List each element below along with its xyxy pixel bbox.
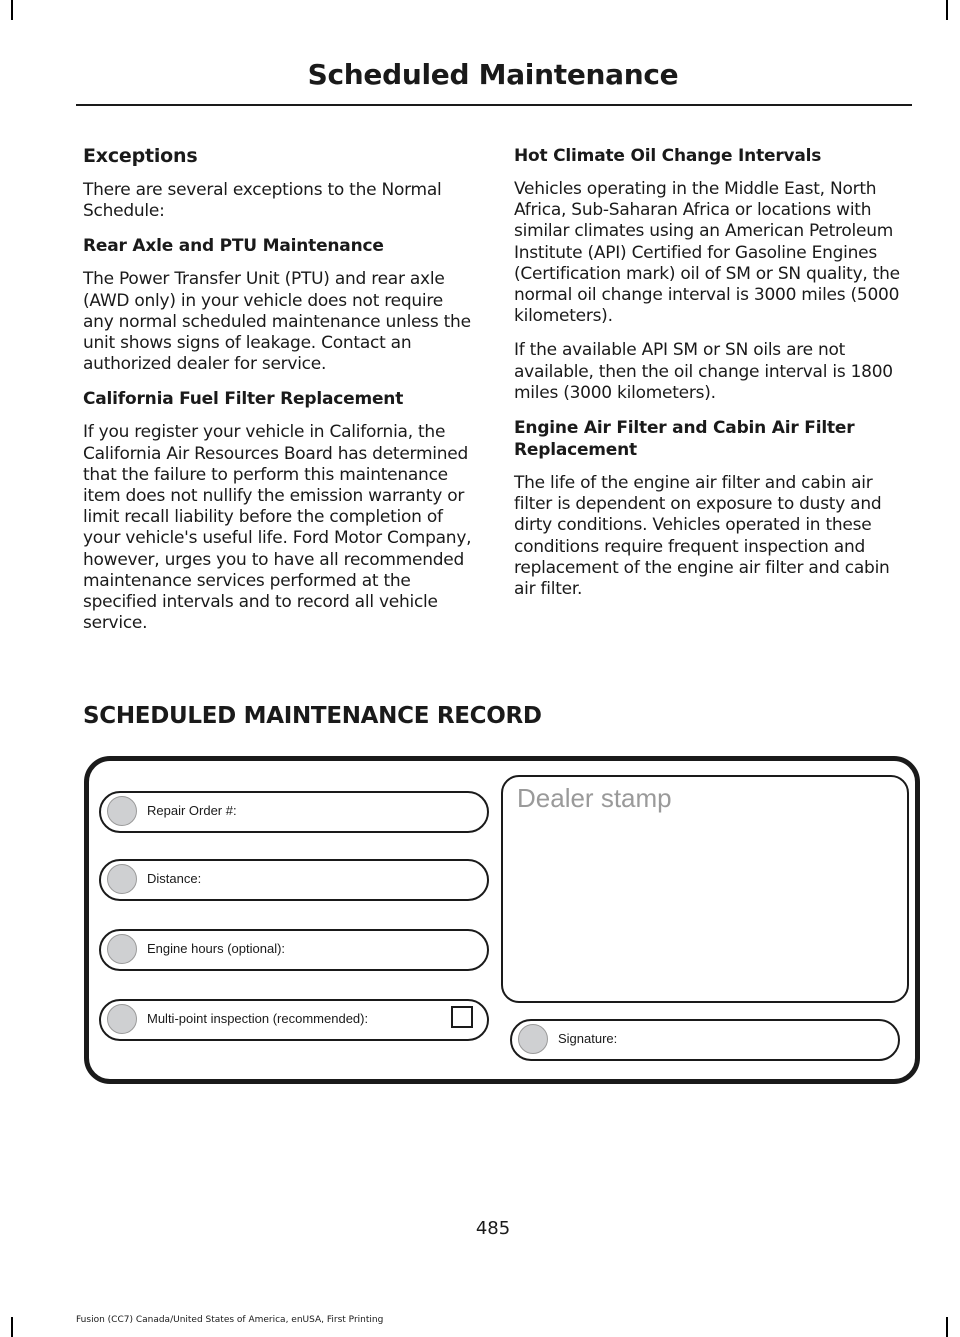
hot-climate-heading: Hot Climate Oil Change Intervals — [514, 146, 822, 166]
california-paragraph: If you register your vehicle in California, the California Air Resources Board has determined that the failure to perform this maintenance item does not nullify the emission warranty or limit recall liability before the completion of your vehicle's useful life. Ford Motor Company, however, urges you to have all recommended maintenance services performed at the specified intervals and to record all vehicle service. — [83, 422, 472, 634]
crop-mark — [11, 1317, 13, 1337]
page-number: 485 — [475, 1218, 511, 1239]
repair-order-label: Repair Order #: — [147, 803, 237, 818]
left-column — [83, 145, 478, 647]
multipoint-inspection-label: Multi-point inspection (recommended): — [147, 1011, 369, 1026]
engine-hours-label: Engine hours (optional): — [147, 941, 286, 956]
dealer-stamp-box — [501, 775, 909, 1003]
radio-bubble-icon[interactable] — [107, 796, 137, 826]
engine-hours-field[interactable] — [99, 929, 489, 971]
california-heading: California Fuel Filter Replacement — [83, 389, 404, 410]
air-filter-heading: Engine Air Filter and Cabin Air Filter Replacement — [514, 418, 855, 461]
crop-mark — [11, 0, 13, 20]
exceptions-heading: Exceptions — [83, 145, 198, 167]
air-filter-paragraph: The life of the engine air filter and cabin air filter is dependent on exposure to dusty and dirty conditions. Vehicles operated in these conditions require frequent inspection and replacement of the engine air filter and cabin air filter. — [514, 473, 890, 600]
maintenance-record-card — [84, 756, 920, 1084]
multipoint-inspection-field[interactable] — [99, 999, 489, 1041]
radio-bubble-icon[interactable] — [107, 1004, 137, 1034]
right-column — [514, 145, 909, 613]
rear-axle-heading: Rear Axle and PTU Maintenance — [83, 236, 384, 257]
footer-text: Fusion (CC7) Canada/United States of America, enUSA, First Printing — [76, 1315, 384, 1325]
radio-bubble-icon[interactable] — [107, 934, 137, 964]
multipoint-inspection-checkbox[interactable] — [451, 1006, 473, 1028]
signature-field[interactable] — [510, 1019, 900, 1061]
radio-bubble-icon[interactable] — [107, 864, 137, 894]
signature-label: Signature: — [558, 1031, 618, 1046]
crop-mark — [946, 1317, 948, 1337]
rear-axle-paragraph: The Power Transfer Unit (PTU) and rear axle (AWD only) in your vehicle does not require any normal scheduled maintenance unless the unit shows signs of leakage. Contact an authorized dealer for service. — [83, 269, 471, 375]
exceptions-paragraph: There are several exceptions to the Normal Schedule: — [83, 180, 442, 222]
distance-field[interactable] — [99, 859, 489, 901]
crop-mark — [946, 0, 948, 20]
header-divider — [76, 104, 912, 106]
repair-order-field[interactable] — [99, 791, 489, 833]
hot-climate-paragraph-2: If the available API SM or SN oils are not available, then the oil change interval is 1800 miles (3000 kilometers). — [514, 340, 893, 403]
radio-bubble-icon[interactable] — [518, 1024, 548, 1054]
page-title: Scheduled Maintenance — [307, 58, 679, 91]
hot-climate-paragraph: Vehicles operating in the Middle East, North Africa, Sub-Saharan Africa or locations with similar climates using an American Petroleum Institute (API) Certified for Gasoline Engines (Certification mark) oil of SM or SN quality, the normal oil change interval is 3000 miles (5000 kilometers). — [514, 179, 900, 327]
record-section-title: SCHEDULED MAINTENANCE RECORD — [83, 703, 542, 729]
distance-label: Distance: — [147, 871, 202, 886]
dealer-stamp-label: Dealer stamp — [517, 783, 672, 813]
